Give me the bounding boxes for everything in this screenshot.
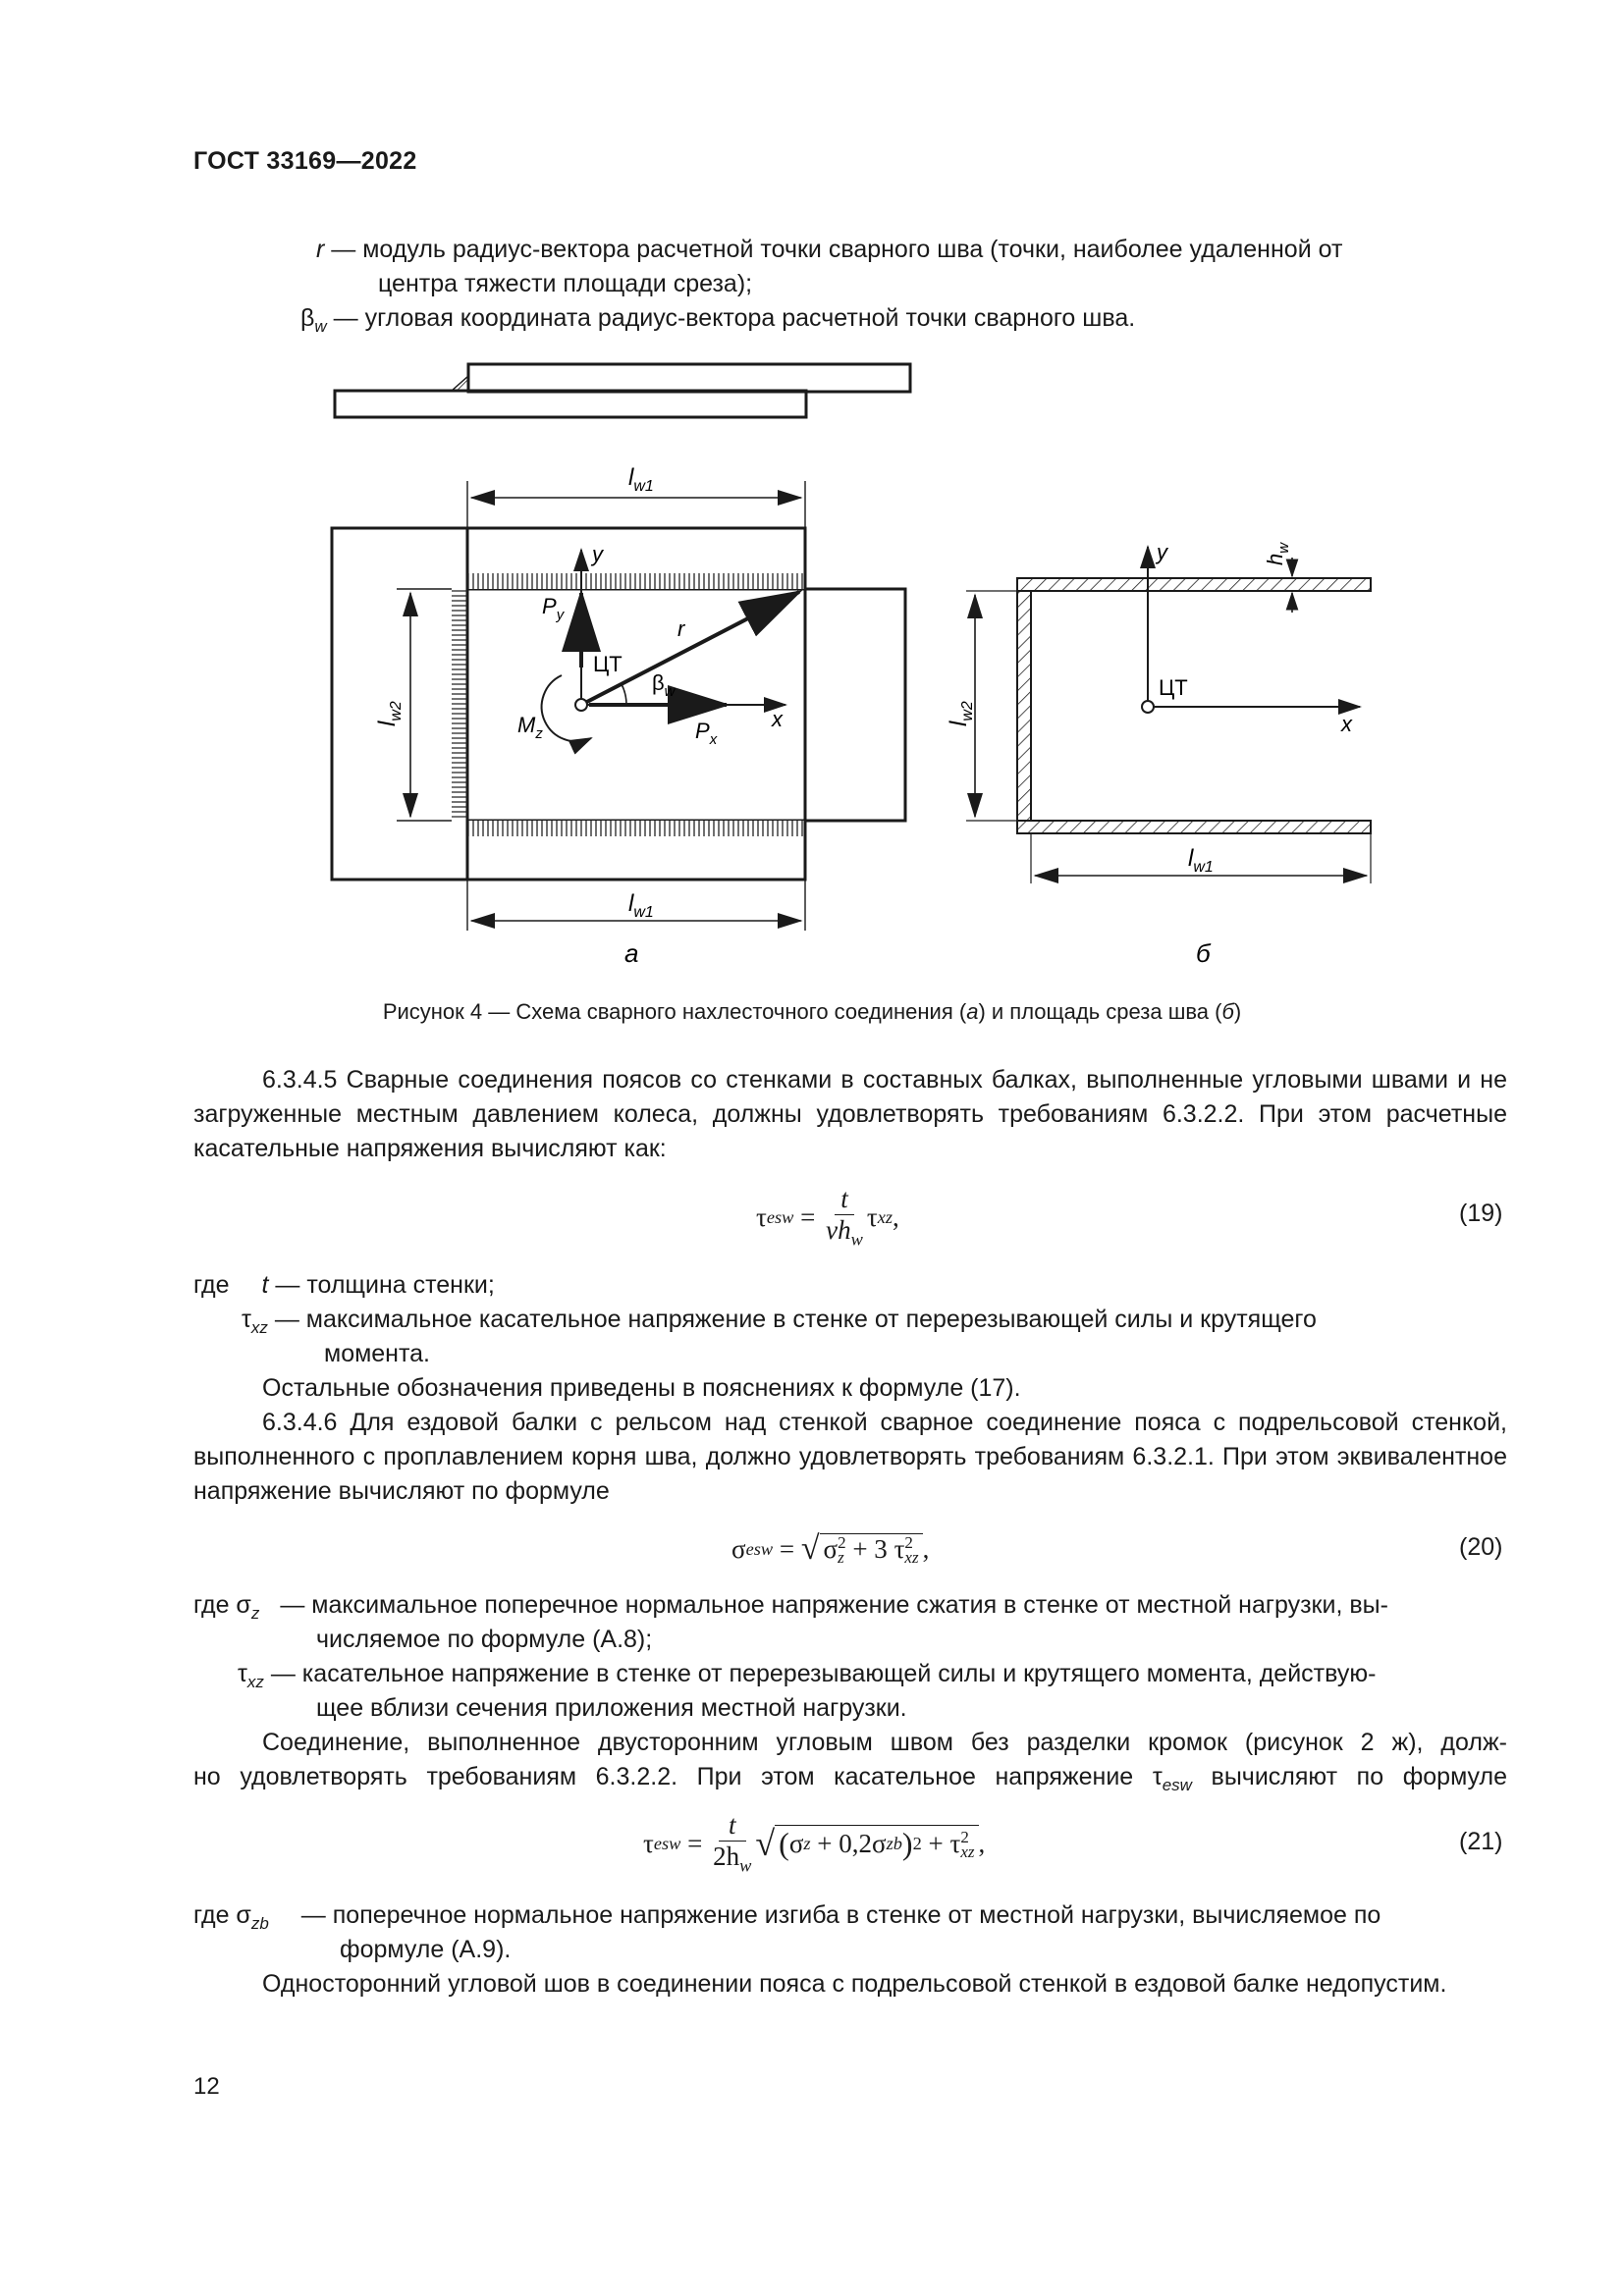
- where-sigma-zb: где $\sigma_{zb}$ — поперечное нормальное напряжение изгиба в стенке от местной нагрузки, вычисляемое по: [193, 1901, 1381, 1933]
- label-px: P: [695, 719, 710, 743]
- label-lw1-top: l: [628, 464, 634, 491]
- definition-r-cont: центра тяжести площади среза);: [378, 270, 753, 297]
- svg-text:hw: $h_w$: [1263, 542, 1292, 565]
- equation-19: τ esw = t $\nu h_w$ τ xz ,: [756, 1184, 899, 1250]
- svg-text:Px: $P_x$: [695, 719, 718, 748]
- paragraph-connection-line1: Соединение, выполненное двусторонним угловым швом без разделки кромок (рисунок 2 ж), долж-: [262, 1729, 1507, 1756]
- where-sigma-zb-cont: формуле (А.9).: [340, 1936, 512, 1963]
- page-number: 12: [193, 2073, 220, 2100]
- label-ct-a: ЦТ: [593, 652, 623, 676]
- svg-text:lw1: $l_{w1}$: [1188, 845, 1214, 876]
- definition-beta: $\beta_w$ — угловая координата радиус-вектора расчетной точки сварного шва.: [300, 304, 1136, 336]
- paragraph-6-3-4-5: 6.3.4.5 Сварные соединения поясов со стенками в составных балках, выполненные угловыми швами и не загруженные местным давлением колеса, должны удовлетворять требованиям 6.3.2.2. При этом расчетные касательные напряжения вычисляют как:: [193, 1066, 1507, 1162]
- equation-number-20: (20): [1459, 1533, 1503, 1561]
- where-sigma-z: где $\sigma_z$ — максимальное поперечное нормальное напряжение сжатия в стенке от местной нагрузки, вы-: [193, 1591, 1388, 1623]
- svg-text:lw2: $l_{w2}$: [946, 701, 976, 726]
- where-tau-xz-2: $\tau_{xz}$ — касательное напряжение в стенке от перерезывающей силы и крутящего момента, действую-: [238, 1660, 1377, 1691]
- where-sigma-z-cont: числяемое по формуле (А.8);: [316, 1626, 653, 1653]
- svg-text:Py: $P_y$: [542, 594, 565, 623]
- label-py: P: [542, 594, 557, 618]
- sqrt-sign: √: [800, 1530, 820, 1567]
- label-y-a: y: [592, 542, 603, 566]
- label-hw: h: [1263, 553, 1287, 565]
- label-lw1-b: l: [1188, 845, 1194, 872]
- equation-number-19: (19): [1459, 1200, 1503, 1227]
- paragraph-connection-line2: но удовлетворять требованиям 6.3.2.2. При этом касательное напряжение $\tau_{esw}$ вычисляют по формуле: [193, 1763, 1507, 1794]
- paragraph-rest: Остальные обозначения приведены в пояснениях к формуле (17).: [262, 1374, 1021, 1402]
- label-ct-b: ЦТ: [1159, 675, 1188, 700]
- svg-text:Mz: $M_z$: [517, 713, 543, 742]
- label-r: r: [677, 616, 685, 641]
- figure-caption: Рисунок 4 — Схема сварного нахлесточного соединения (а) и площадь среза шва (б): [382, 999, 1242, 1024]
- definition-r: r — модуль радиус-вектора расчетной точки сварного шва (точки, наиболее удаленной от: [316, 236, 1343, 263]
- document-header: ГОСТ 33169—2022: [193, 147, 417, 175]
- svg-text:lw1: $l_{w1}$: [628, 464, 654, 495]
- fraction-19: t $\nu h_w$: [826, 1184, 863, 1250]
- label-y-b: y: [1157, 540, 1167, 564]
- weld-bottom: [467, 821, 805, 836]
- weld-lap-joint-figure: [314, 348, 1394, 977]
- panel-b-label: б: [1196, 938, 1211, 968]
- svg-text:βw: $\beta_w$: [652, 670, 676, 700]
- side-view: [335, 364, 910, 417]
- fraction-21: $\frac{t}{2h_w}$: [713, 1810, 752, 1876]
- where-t: где t — толщина стенки;: [193, 1271, 495, 1299]
- where-tau-xz-cont: момента.: [324, 1340, 431, 1367]
- label-beta: β: [652, 670, 665, 695]
- where-tau-xz-2-cont: щее вблизи сечения приложения местной нагрузки.: [316, 1694, 907, 1722]
- where-tau-xz: $\tau_{xz}$ — максимальное касательное напряжение в стенке от перерезывающей силы и крутящего: [242, 1306, 1317, 1337]
- weld-left: [452, 589, 467, 821]
- label-lw1-bottom: l: [628, 890, 634, 917]
- label-x-b: x: [1341, 712, 1352, 736]
- equation-number-21: (21): [1459, 1828, 1503, 1855]
- svg-text:lw1: $l_{w1}$: [628, 890, 654, 921]
- paragraph-6-3-4-6: 6.3.4.6 Для ездовой балки с рельсом над стенкой сварное соединение пояса с подрельсовой стенкой, выполненного с проплавлением корня шва, должно удовлетворять требованиям 6.3.2.1. При этом эквивалентное напряжение вычисляют по формуле: [193, 1409, 1507, 1505]
- label-mz: M: [517, 713, 536, 737]
- label-x-a: x: [772, 707, 783, 731]
- panel-a-label: а: [624, 938, 639, 968]
- label-lw2: l: [374, 721, 401, 726]
- equation-20: σ esw = √ σ 2 z + 3 τ 2 xz ,: [731, 1530, 930, 1567]
- paragraph-final: Односторонний угловой шов в соединении пояса с подрельсовой стенкой в ездовой балке недопустим.: [262, 1970, 1447, 1998]
- label-lw2-b: l: [946, 721, 972, 726]
- panel-b-diagram: [946, 540, 1371, 968]
- panel-a-diagram: [332, 464, 905, 968]
- equation-21: τ esw = $\frac{t}{2h_w}$ √ ( σ z + 0,2 σ zb ) 2 + τ 2 xz ,: [643, 1810, 986, 1876]
- weld-top: [467, 573, 805, 589]
- svg-text:lw2: $l_{w2}$: [374, 701, 405, 726]
